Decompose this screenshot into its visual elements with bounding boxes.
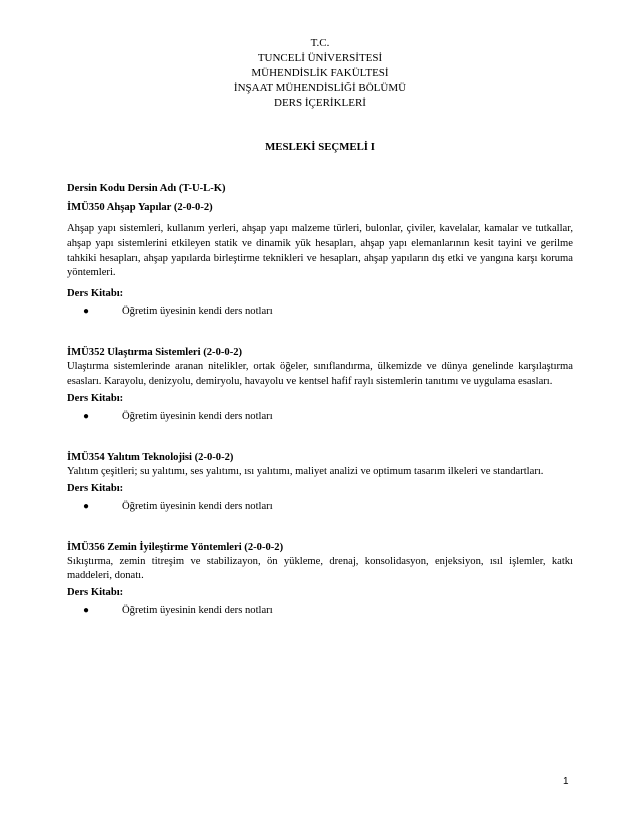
course-title: İMÜ356 Zemin İyileştirme Yöntemleri (2-0-0-2) bbox=[67, 541, 284, 553]
document-page bbox=[67, 36, 573, 616]
course-title: İMÜ350 Ahşap Yapılar (2-0-0-2) bbox=[67, 202, 213, 213]
book-list-item bbox=[67, 411, 573, 422]
column-heading: Dersin Kodu Dersin Adı (T-U-L-K) bbox=[67, 183, 226, 194]
book-label: Ders Kitabı: bbox=[67, 288, 124, 300]
book-text: Öğretim üyesinin kendi ders notları bbox=[122, 410, 273, 422]
header-faculty: MÜHENDİSLİK FAKÜLTESİ bbox=[251, 67, 389, 79]
bullet-icon: ● bbox=[83, 605, 90, 617]
book-text: Öğretim üyesinin kendi ders notları bbox=[122, 605, 273, 617]
course-block bbox=[67, 347, 573, 422]
book-list-item bbox=[67, 306, 573, 317]
book-label: Ders Kitabı: bbox=[67, 392, 124, 404]
header-university: TUNCELİ ÜNİVERSİTESİ bbox=[257, 52, 383, 64]
book-text: Öğretim üyesinin kendi ders notları bbox=[122, 500, 273, 512]
course-description: Ulaştırma sistemlerinde aranan nitelikler, ortak öğeler, sınıflandırma, ülkemizde ve dünya genelinde karşılaştırma esasları. Karayolu, denizyolu, demiryolu, havayolu ve kentsel hafif raylı sistemlerin tanıtımı ve uygulama esasları. bbox=[67, 361, 573, 387]
course-description: Sıkıştırma, zemin titreşim ve stabilizayon, ön yükleme, drenaj, konsolidasyon, enjeksiyon, ısıl işlemler, katkı maddeleri, donatı. bbox=[67, 555, 573, 582]
book-label: Ders Kitabı: bbox=[67, 587, 124, 599]
course-block bbox=[67, 452, 573, 512]
page-number: 1 bbox=[563, 776, 569, 787]
header-country: T.C. bbox=[310, 37, 330, 49]
book-list-item bbox=[67, 605, 573, 616]
section-title: MESLEKİ SEÇMELİ I bbox=[265, 141, 375, 153]
book-list-item bbox=[67, 501, 573, 512]
bullet-icon: ● bbox=[83, 306, 90, 318]
bullet-icon: ● bbox=[83, 410, 90, 422]
course-block bbox=[67, 542, 573, 617]
book-label: Ders Kitabı: bbox=[67, 482, 124, 494]
header-doc-title: DERS İÇERİKLERİ bbox=[274, 97, 366, 109]
course-title: İMÜ352 Ulaştırma Sistemleri (2-0-0-2) bbox=[67, 347, 243, 359]
bullet-icon: ● bbox=[83, 500, 90, 512]
course-block bbox=[67, 202, 573, 317]
course-description: Yalıtım çeşitleri; su yalıtımı, ses yalıtımı, ısı yalıtımı, maliyet analizi ve optimum tasarım ilkeleri ve standartları. bbox=[67, 465, 544, 477]
course-description: Ahşap yapı sistemleri, kullanım yerleri, ahşap yapı malzeme türleri, bulonlar, çiviler, kavelalar, kamalar ve tutkallar, ahşap yapı sistemlerini etkileyen statik ve dinamik yük hesapları, ahşap yapı elemanlarının kesit tayini ve gerilme tahkiki hesapları, ahşap yapılarda birleştirme teknikleri ve hesapları, ahşap yapıların dış etki ve yangına karşı koruma yöntemleri. bbox=[67, 223, 573, 279]
document-header bbox=[67, 36, 573, 111]
book-text: Öğretim üyesinin kendi ders notları bbox=[122, 306, 273, 318]
course-title: İMÜ354 Yalıtım Teknolojisi (2-0-0-2) bbox=[67, 451, 234, 463]
header-department: İNŞAAT MÜHENDİSLİĞİ BÖLÜMÜ bbox=[233, 82, 407, 94]
